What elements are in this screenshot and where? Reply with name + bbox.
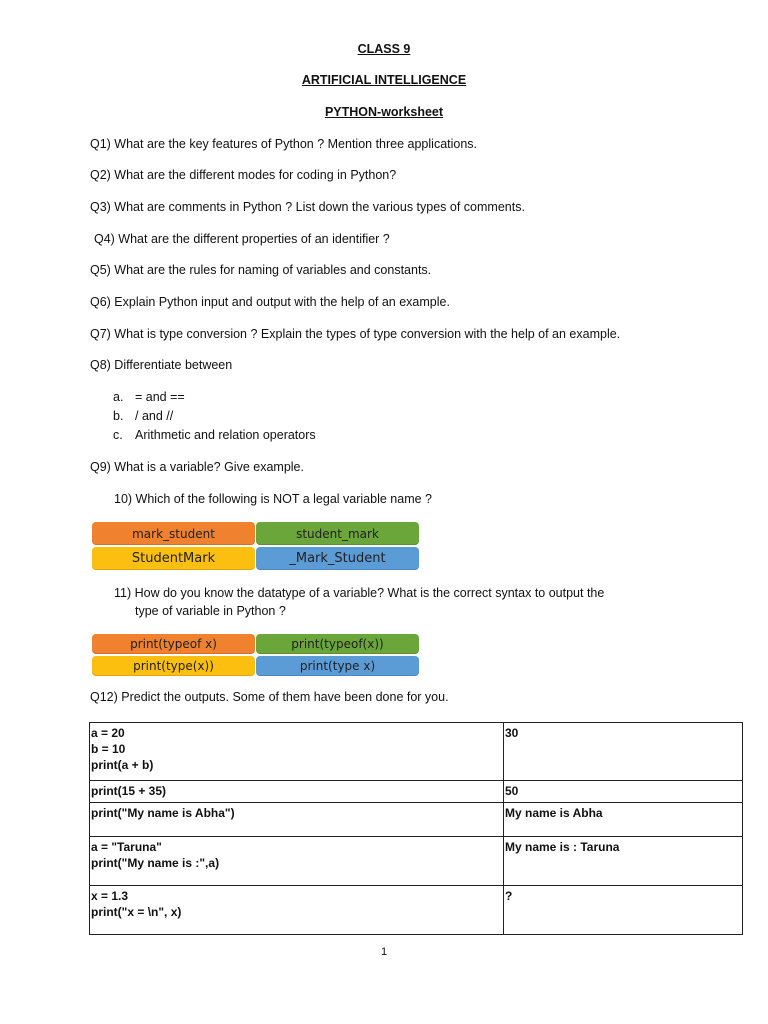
q8-item-c (113, 428, 316, 442)
table-row (90, 837, 743, 886)
output-cell: My name is : Taruna (504, 837, 743, 886)
q8-item-b-text: / and // (135, 409, 174, 423)
q10-options-grid (92, 522, 418, 570)
question-3: Q3) What are comments in Python ? List down the various types of comments. (90, 200, 525, 214)
question-11-line-1: 11) How do you know the datatype of a variable? What is the correct syntax to output the (114, 586, 605, 600)
q8-item-a-text: = and == (135, 390, 185, 404)
table-row (90, 886, 743, 935)
q8-item-b (113, 409, 173, 423)
q8-item-b-label: b. (113, 409, 124, 423)
q11-options-grid (92, 634, 418, 676)
question-7: Q7) What is type conversion ? Explain the types of type conversion with the help of an example. (90, 327, 621, 341)
table-row (90, 803, 743, 837)
question-11-line-2: type of variable in Python ? (135, 604, 286, 618)
question-1: Q1) What are the key features of Python ? Mention three applications. (90, 137, 478, 151)
q8-item-c-label: c. (113, 428, 123, 442)
q11-option-typeof-paren-x: print(typeof(x)) (256, 634, 419, 654)
question-8: Q8) Differentiate between (90, 358, 233, 372)
question-12: Q12) Predict the outputs. Some of them have been done for you. (90, 690, 449, 704)
question-9: Q9) What is a variable? Give example. (90, 460, 304, 474)
code-line: a = "Taruna" (91, 840, 162, 854)
q8-item-a (113, 390, 185, 404)
q10-option-student-mark: student_mark (256, 522, 419, 545)
code-cell (90, 781, 504, 803)
code-line: x = 1.3 (91, 889, 129, 903)
code-line: b = 10 (91, 742, 126, 756)
code-line: print("My name is :",a) (91, 856, 220, 870)
code-cell (90, 886, 504, 935)
output-cell: 50 (504, 781, 743, 803)
output-cell: 30 (504, 723, 743, 781)
code-line: print(a + b) (91, 758, 154, 772)
class-heading: CLASS 9 (357, 42, 411, 56)
outputs-table (89, 722, 743, 935)
worksheet-title: PYTHON-worksheet (324, 105, 444, 119)
q11-option-type-paren-x: print(type(x)) (92, 656, 255, 676)
question-5: Q5) What are the rules for naming of variables and constants. (90, 263, 432, 277)
code-line: print("x = \n", x) (91, 905, 182, 919)
q11-option-type-x: print(type x) (256, 656, 419, 676)
q10-option-studentmark: StudentMark (92, 547, 255, 570)
code-cell (90, 723, 504, 781)
q11-option-typeof-x: print(typeof x) (92, 634, 255, 654)
subject-heading: ARTIFICIAL INTELLIGENCE (301, 73, 467, 87)
page-number: 1 (380, 946, 388, 958)
table-row (90, 723, 743, 781)
output-cell: ? (504, 886, 743, 935)
q8-item-c-text: Arithmetic and relation operators (135, 428, 316, 442)
q10-option-mark-student: mark_student (92, 522, 255, 545)
question-4: Q4) What are the different properties of an identifier ? (94, 232, 390, 246)
q8-item-a-label: a. (113, 390, 124, 404)
code-line: print(15 + 35) (91, 784, 167, 798)
q10-option-mark-student-underscore: _Mark_Student (256, 547, 419, 570)
question-2: Q2) What are the different modes for coding in Python? (90, 168, 397, 182)
code-cell (90, 803, 504, 837)
question-6: Q6) Explain Python input and output with the help of an example. (90, 295, 450, 309)
code-cell (90, 837, 504, 886)
table-row (90, 781, 743, 803)
code-line: print("My name is Abha") (91, 806, 235, 820)
question-10: 10) Which of the following is NOT a legal variable name ? (114, 492, 432, 506)
code-line: a = 20 (91, 726, 125, 740)
output-cell: My name is Abha (504, 803, 743, 837)
